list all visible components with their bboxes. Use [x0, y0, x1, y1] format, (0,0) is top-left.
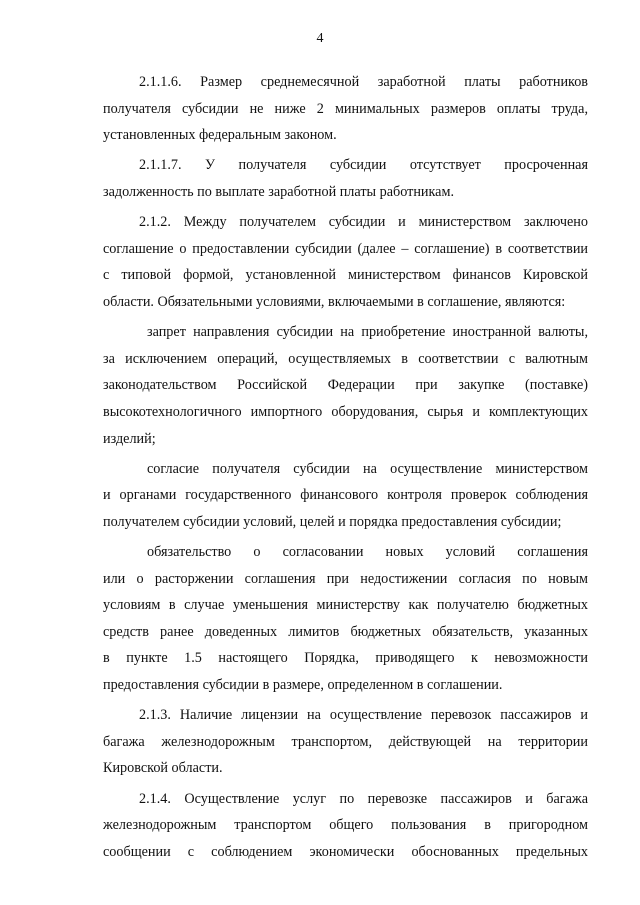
text-line: 2.1.1.6. Размер среднемесячной заработной платы работников [139, 74, 588, 90]
document-body [103, 69, 588, 869]
text-line: багажа железнодорожным транспортом, действующей на территории [103, 733, 588, 750]
paragraph-2-1-4 [103, 786, 588, 866]
text-line: изделий; [103, 430, 156, 447]
text-line: высокотехнологичного импортного оборудования, сырья и комплектующих [103, 403, 588, 420]
text-line: 2.1.4. Осуществление услуг по перевозке пассажиров и багажа [139, 790, 588, 807]
text-line: законодательством Российской Федерации при закупке (поставке) [103, 377, 588, 394]
text-line: согласие получателя субсидии на осуществление министерством [147, 460, 588, 477]
text-line: установленных федеральным законом. [103, 127, 337, 144]
text-line: обязательство о согласовании новых условий соглашения [147, 544, 588, 561]
text-line: получателем субсидии условий, целей и порядка предоставления субсидии; [103, 513, 562, 530]
text-line: средств ранее доведенных лимитов бюджетных обязательств, указанных [103, 623, 588, 640]
text-line: запрет направления субсидии на приобретение иностранной валюты, [147, 324, 588, 341]
text-line: получателя субсидии не ниже 2 минимальных размеров оплаты труда, [103, 100, 588, 117]
paragraph-zapret [103, 319, 588, 452]
text-line: в пункте 1.5 настоящего Порядка, приводящего к невозможности [103, 650, 588, 667]
text-line: области. Обязательными условиями, включаемыми в соглашение, являются: [103, 293, 566, 310]
text-line: или о расторжении соглашения при недостижении согласия по новым [103, 570, 588, 587]
text-line: за исключением операций, осуществляемых в соответствии с валютным [103, 350, 588, 367]
paragraph-soglasie [103, 456, 588, 536]
page-number: 4 [316, 31, 324, 46]
text-line: железнодорожным транспортом общего пользования в пригородном [103, 817, 588, 834]
paragraph-2-1-2 [103, 209, 588, 315]
paragraph-2-1-3 [103, 702, 588, 782]
paragraph-2-1-1-7 [103, 152, 588, 205]
text-line: соглашение о предоставлении субсидии (далее – соглашение) в соответствии [103, 240, 588, 257]
text-line: задолженность по выплате заработной платы работникам. [103, 183, 455, 200]
paragraph-obyazatelstvo [103, 539, 588, 699]
text-line: Кировской области. [103, 760, 223, 777]
paragraph-2-1-1-6 [103, 69, 588, 149]
text-line: 2.1.2. Между получателем субсидии и министерством заключено [139, 214, 588, 231]
text-line: предоставления субсидии в размере, определенном в соглашении. [103, 677, 503, 694]
text-line: и органами государственного финансового контроля проверок соблюдения [103, 487, 588, 504]
text-line: условиям в случае уменьшения министерству как получателю бюджетных [103, 597, 588, 614]
text-line: 2.1.3. Наличие лицензии на осуществление перевозок пассажиров и [139, 707, 588, 724]
text-line: сообщении с соблюдением экономически обоснованных предельных [103, 843, 588, 860]
text-line: 2.1.1.7. У получателя субсидии отсутствует просроченная [139, 157, 588, 174]
text-line: с типовой формой, установленной министерством финансов Кировской [103, 267, 588, 284]
